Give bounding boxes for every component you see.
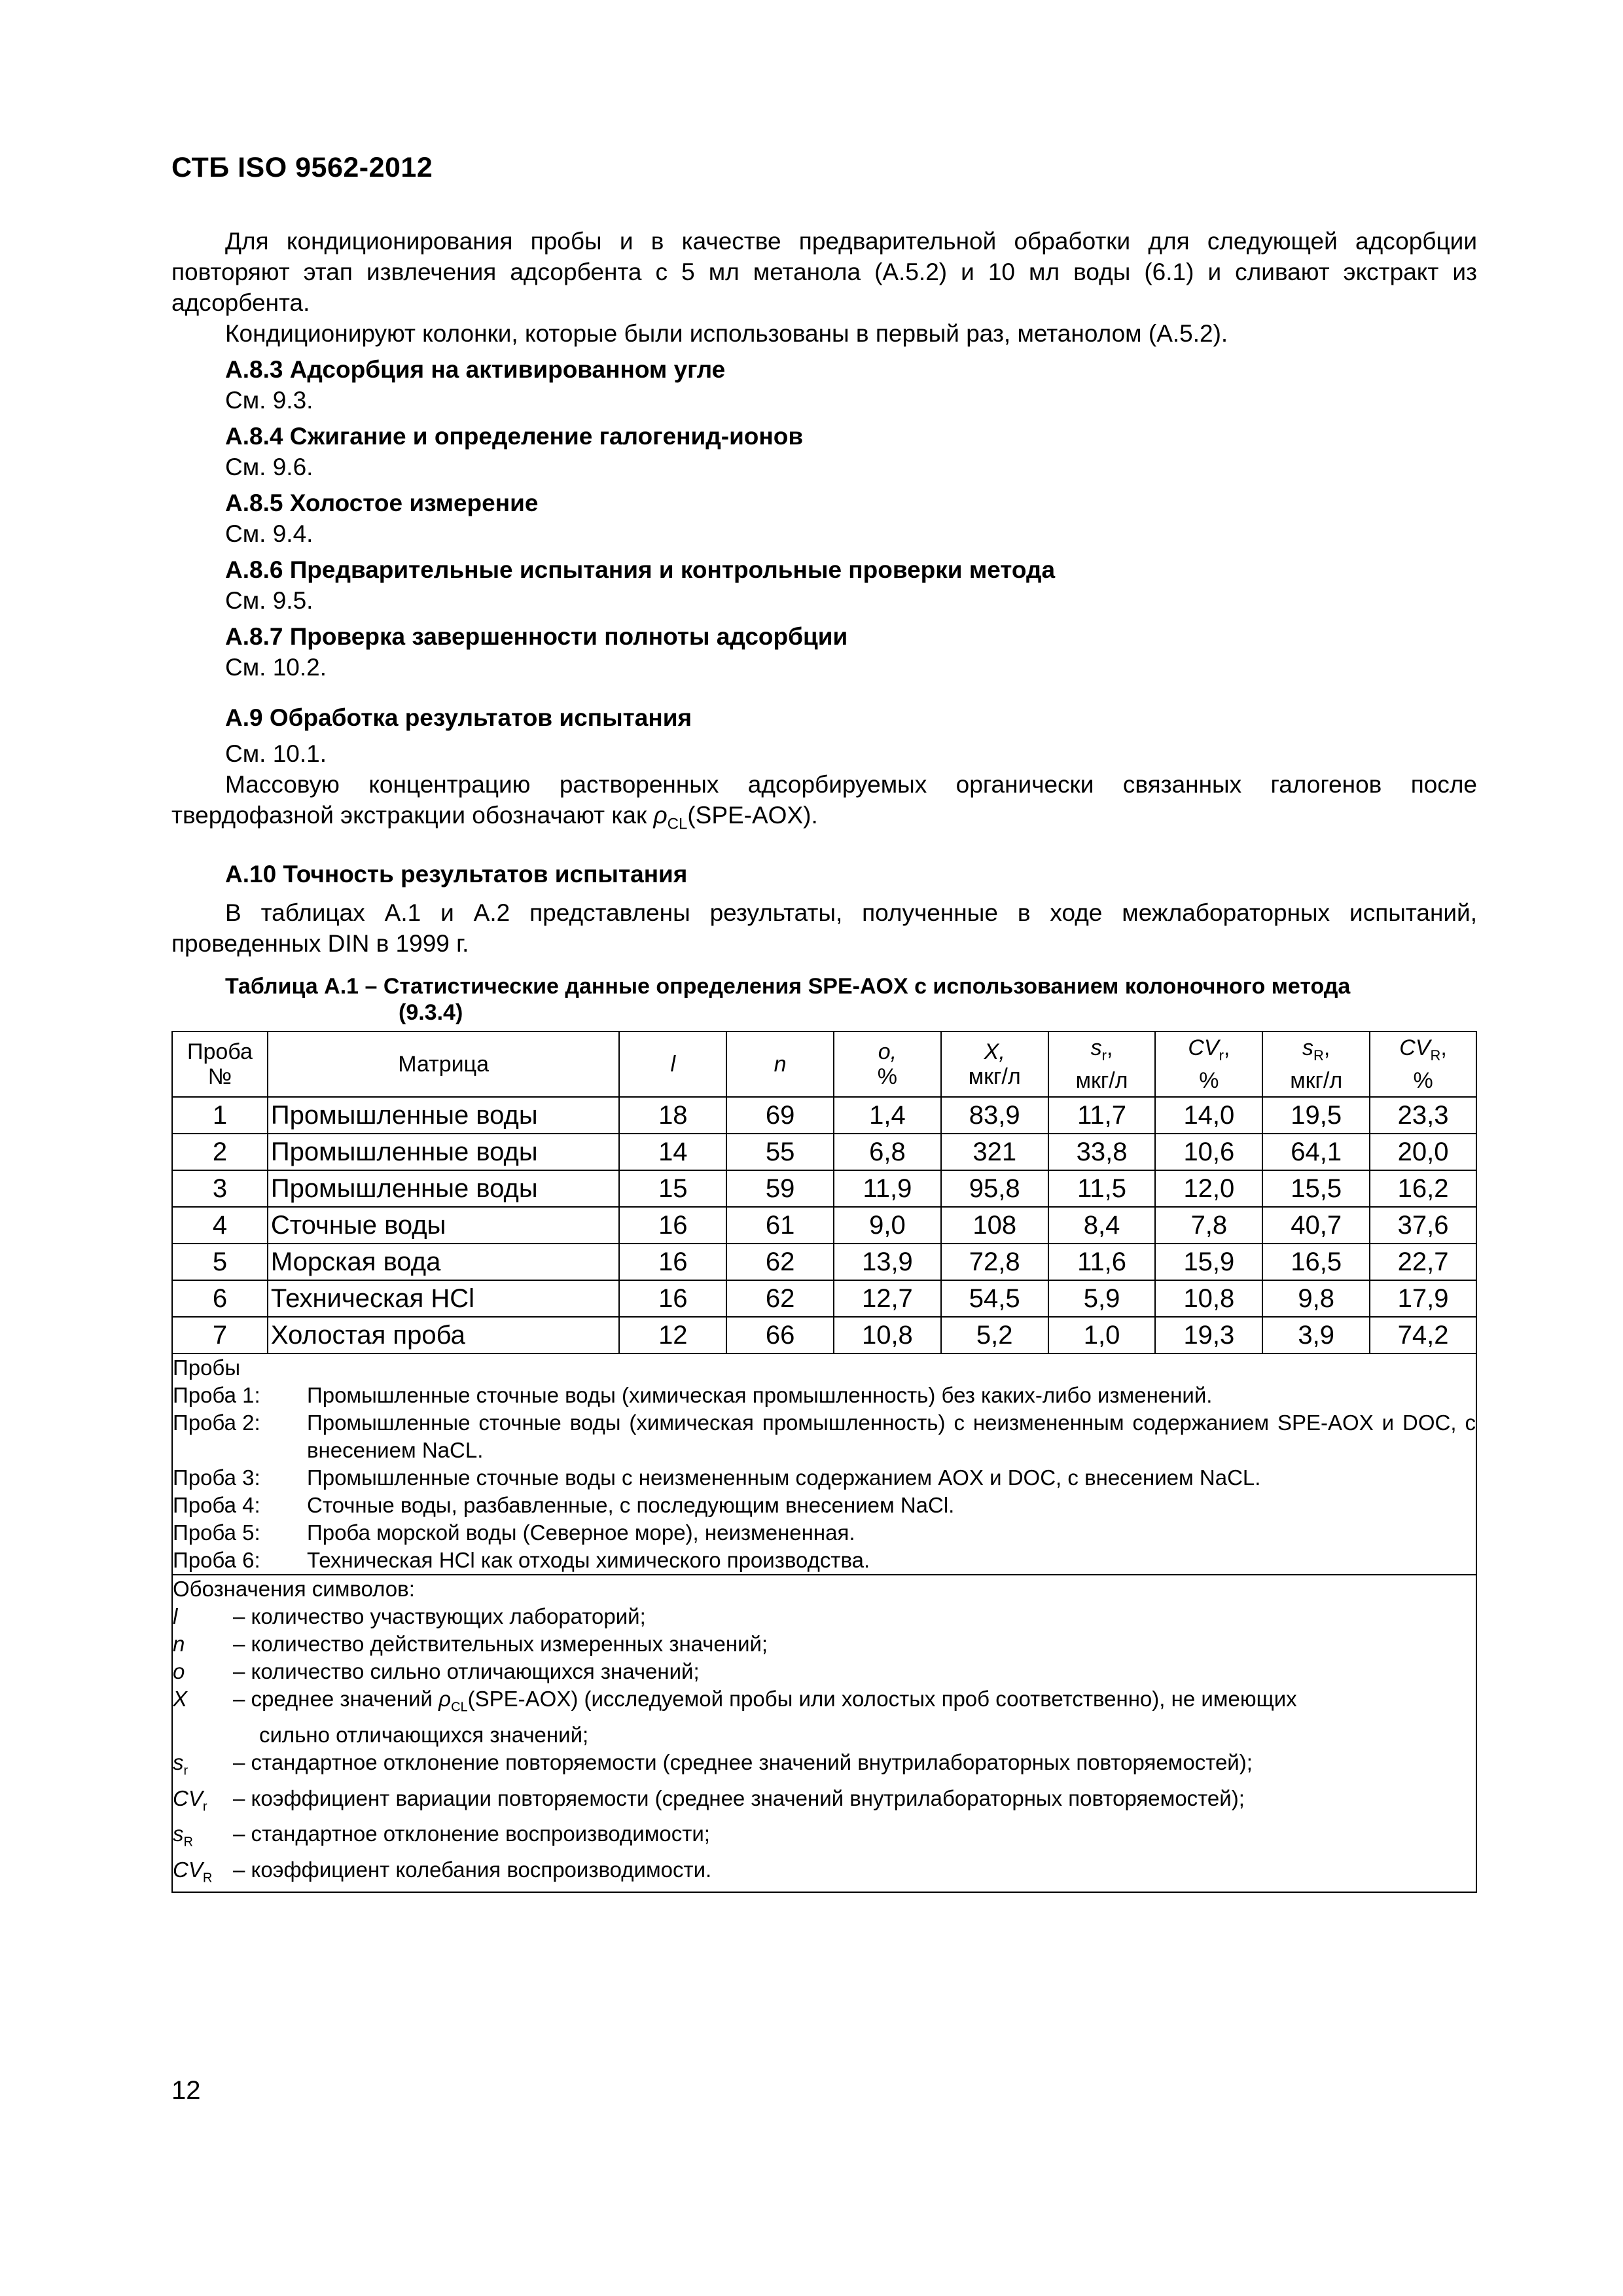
cell-cvR: 23,3 [1370, 1097, 1476, 1134]
cell-sr: 8,4 [1048, 1207, 1156, 1244]
sample-text: Промышленные сточные воды (химическая промышленность) без каких-либо изменений. [307, 1383, 1213, 1408]
document-header: СТБ ISO 9562-2012 [171, 152, 433, 183]
symbol-x-sub: CL [451, 1700, 468, 1715]
ref-a84: См. 9.6. [225, 454, 313, 480]
symbol-cvR-text: – коэффициент колебания воспроизводимости. [233, 1857, 712, 1882]
table-row [172, 1097, 1476, 1134]
heading-a83: А.8.3 Адсорбция на активированном угле [225, 356, 726, 383]
cell-o: 13,9 [834, 1244, 941, 1280]
symbol-cvr [173, 1785, 1476, 1821]
ref-a86: См. 9.5. [225, 587, 313, 614]
cell-sr: 11,7 [1048, 1097, 1156, 1134]
symbol-sR-symcell [173, 1820, 233, 1856]
cell-matrix: Техническая HCl [268, 1280, 620, 1317]
symbol-x-post: (SPE-AOX) (исследуемой пробы или холостых проб соответственно), не имеющих [467, 1687, 1297, 1712]
symbols-title: Обозначения символов: [173, 1577, 415, 1602]
symbol-sR-sym: s [173, 1821, 184, 1846]
header-sr-comma: , [1106, 1035, 1113, 1061]
header-sR-sym: s [1302, 1035, 1314, 1061]
header-x [941, 1031, 1048, 1097]
sample-note [173, 1464, 1476, 1492]
header-o-l1: o, [878, 1039, 897, 1065]
header-sr-sub: r [1101, 1047, 1107, 1064]
cell-o: 9,0 [834, 1207, 941, 1244]
heading-a84: А.8.4 Сжигание и определение галогенид-ионов [225, 423, 804, 450]
header-o-l2: % [877, 1064, 897, 1090]
sample-label: Проба 4: [173, 1493, 260, 1518]
cell-no: 3 [172, 1170, 268, 1207]
symbol-cvr-sub: r [202, 1799, 207, 1814]
cell-no: 6 [172, 1280, 268, 1317]
samples-row [172, 1354, 1476, 1575]
cell-x: 83,9 [941, 1097, 1048, 1134]
cell-cvr: 15,9 [1155, 1244, 1262, 1280]
header-o [834, 1031, 941, 1097]
header-probe-l1: Проба [187, 1039, 253, 1065]
heading-a10: А.10 Точность результатов испытания [225, 861, 688, 888]
cell-cvR: 22,7 [1370, 1244, 1476, 1280]
table-header-row [172, 1031, 1476, 1097]
rho-symbol: ρ [653, 802, 668, 829]
symbol-o-sym: o [173, 1659, 185, 1684]
symbol-l [173, 1603, 1476, 1630]
cell-cvR: 37,6 [1370, 1207, 1476, 1244]
cell-matrix: Морская вода [268, 1244, 620, 1280]
cell-n: 62 [726, 1280, 834, 1317]
header-sR [1262, 1031, 1370, 1097]
cell-x: 95,8 [941, 1170, 1048, 1207]
cell-n: 62 [726, 1244, 834, 1280]
cell-o: 10,8 [834, 1317, 941, 1354]
symbol-x-cont: сильно отличающихся значений; [259, 1722, 589, 1747]
header-sR-sub: R [1313, 1047, 1324, 1064]
header-sr-sym: s [1090, 1035, 1102, 1061]
cell-sR: 15,5 [1262, 1170, 1370, 1207]
sample-text: Промышленные сточные воды с неизмененным содержанием AOX и DOC, с внесением NaCL. [307, 1465, 1261, 1490]
samples-title: Пробы [173, 1355, 241, 1380]
cell-sR: 40,7 [1262, 1207, 1370, 1244]
header-n-sym: n [774, 1052, 787, 1077]
symbol-l-sym: l [173, 1604, 178, 1629]
cell-matrix: Промышленные воды [268, 1134, 620, 1170]
symbol-o [173, 1658, 1476, 1685]
symbol-cvr-symcell [173, 1785, 233, 1821]
header-x-l1: X, [984, 1039, 1005, 1065]
header-cvr-comma: , [1223, 1035, 1230, 1061]
cell-no: 1 [172, 1097, 268, 1134]
mass-text: Массовую концентрацию растворенных адсорбируемых органически связанных галогенов после твердофазной экстракции обозначают как [171, 771, 1477, 829]
ref-a9: См. 10.1. [225, 740, 327, 767]
cell-l: 18 [619, 1097, 726, 1134]
ref-a87: См. 10.2. [225, 654, 327, 681]
cell-sR: 19,5 [1262, 1097, 1370, 1134]
cell-sR: 9,8 [1262, 1280, 1370, 1317]
paragraph-columns: Кондиционируют колонки, которые были использованы в первый раз, метанолом (А.5.2). [225, 320, 1228, 347]
cell-sR: 3,9 [1262, 1317, 1370, 1354]
paragraph-conditioning: Для кондиционирования пробы и в качестве предварительной обработки для следующей адсорбции повторяют этап извлечения адсорбента с 5 мл метанола (А.5.2) и 10 мл воды (6.1) и сливают экстракт из адсорбента. [171, 228, 1477, 316]
table-row [172, 1280, 1476, 1317]
cell-n: 55 [726, 1134, 834, 1170]
sample-label: Проба 3: [173, 1465, 260, 1490]
symbol-cvr-text: – коэффициент вариации повторяемости (среднее значений внутрилабораторных повторяемостей); [233, 1785, 1245, 1810]
heading-a86: А.8.6 Предварительные испытания и контрольные проверки метода [225, 556, 1056, 583]
cell-cvr: 14,0 [1155, 1097, 1262, 1134]
symbol-sr-text: – стандартное отклонение повторяемости (среднее значений внутрилабораторных повторяемостей); [233, 1749, 1253, 1774]
symbol-n [173, 1630, 1476, 1658]
spe-aox-text: (SPE-AOX). [687, 802, 818, 829]
sample-text: Сточные воды, разбавленные, с последующим внесением NaCl. [307, 1493, 955, 1518]
symbol-cvR [173, 1856, 1476, 1892]
heading-a87: А.8.7 Проверка завершенности полноты адсорбции [225, 623, 848, 650]
cell-no: 7 [172, 1317, 268, 1354]
cell-no: 2 [172, 1134, 268, 1170]
ref-a83: См. 9.3. [225, 387, 313, 414]
cell-x: 54,5 [941, 1280, 1048, 1317]
symbol-x-pre: – среднее значений [233, 1687, 439, 1712]
symbols-row [172, 1575, 1476, 1892]
cell-sr: 11,6 [1048, 1244, 1156, 1280]
sample-label: Проба 1: [173, 1383, 260, 1408]
cell-n: 61 [726, 1207, 834, 1244]
header-x-l2: мкг/л [968, 1064, 1021, 1090]
table-row [172, 1317, 1476, 1354]
cell-cvR: 20,0 [1370, 1134, 1476, 1170]
cell-cvR: 74,2 [1370, 1317, 1476, 1354]
samples-list [173, 1382, 1476, 1574]
cell-sr: 33,8 [1048, 1134, 1156, 1170]
sample-label: Проба 6: [173, 1548, 260, 1573]
symbol-sR-sub: R [183, 1835, 193, 1850]
header-probe [172, 1031, 268, 1097]
cell-l: 15 [619, 1170, 726, 1207]
symbol-sR-text: – стандартное отклонение воспроизводимости; [233, 1821, 710, 1846]
cell-l: 16 [619, 1244, 726, 1280]
cell-matrix: Холостая проба [268, 1317, 620, 1354]
sample-label: Проба 5: [173, 1520, 260, 1545]
header-cvR [1370, 1031, 1476, 1097]
cell-x: 108 [941, 1207, 1048, 1244]
cell-l: 14 [619, 1134, 726, 1170]
symbol-x-rho: ρ [438, 1687, 452, 1712]
table-row [172, 1170, 1476, 1207]
cell-matrix: Промышленные воды [268, 1097, 620, 1134]
cell-sR: 16,5 [1262, 1244, 1370, 1280]
table-caption [171, 973, 1477, 1026]
cell-n: 69 [726, 1097, 834, 1134]
header-cvr-sym: CV [1188, 1035, 1219, 1061]
header-cvr [1155, 1031, 1262, 1097]
table-row [172, 1207, 1476, 1244]
sample-note [173, 1492, 1476, 1519]
cell-sR: 64,1 [1262, 1134, 1370, 1170]
symbol-n-sym: n [173, 1632, 185, 1657]
cell-x: 5,2 [941, 1317, 1048, 1354]
sample-note [173, 1547, 1476, 1574]
symbol-x-text [233, 1685, 1476, 1749]
header-n [726, 1031, 834, 1097]
cell-o: 6,8 [834, 1134, 941, 1170]
cell-l: 16 [619, 1207, 726, 1244]
cell-cvr: 7,8 [1155, 1207, 1262, 1244]
heading-a85: А.8.5 Холостое измерение [225, 490, 539, 516]
table-row [172, 1244, 1476, 1280]
header-probe-l2: № [207, 1064, 232, 1090]
symbol-cvR-symcell [173, 1856, 233, 1892]
header-sr-l2: мкг/л [1075, 1068, 1128, 1094]
cell-cvR: 16,2 [1370, 1170, 1476, 1207]
cell-l: 16 [619, 1280, 726, 1317]
cell-sr: 11,5 [1048, 1170, 1156, 1207]
table-caption-line2: (9.3.4) [399, 1000, 463, 1026]
cell-o: 1,4 [834, 1097, 941, 1134]
symbol-sr [173, 1749, 1476, 1785]
sample-text: Промышленные сточные воды (химическая промышленность) с неизмененным содержанием SPE-AOX и DOC, с внесением NaCL. [307, 1410, 1476, 1463]
statistics-table [171, 1031, 1477, 1893]
rho-subscript: CL [667, 815, 688, 833]
page-number: 12 [171, 2076, 201, 2105]
symbol-x-sym: X [173, 1687, 188, 1712]
symbol-cvR-sub: R [202, 1871, 213, 1886]
paragraph-mass-concentration [171, 769, 1477, 839]
cell-cvr: 19,3 [1155, 1317, 1262, 1354]
symbol-sr-sym: s [173, 1749, 184, 1774]
cell-sr: 5,9 [1048, 1280, 1156, 1317]
sample-text: Техническая HCl как отходы химического производства. [307, 1548, 870, 1573]
samples-cell [172, 1354, 1476, 1575]
cell-cvr: 10,8 [1155, 1280, 1262, 1317]
symbol-cvr-sym: CV [173, 1785, 203, 1810]
table-row [172, 1134, 1476, 1170]
sample-note [173, 1382, 1476, 1409]
cell-x: 321 [941, 1134, 1048, 1170]
symbol-sR [173, 1820, 1476, 1856]
cell-o: 12,7 [834, 1280, 941, 1317]
header-cvR-sym: CV [1399, 1035, 1431, 1061]
header-matrix: Матрица [268, 1031, 620, 1097]
ref-a85: См. 9.4. [225, 520, 313, 547]
cell-no: 4 [172, 1207, 268, 1244]
cell-n: 66 [726, 1317, 834, 1354]
header-l [619, 1031, 726, 1097]
symbol-n-text: – количество действительных измеренных значений; [233, 1632, 768, 1657]
sample-label: Проба 2: [173, 1410, 260, 1435]
cell-sr: 1,0 [1048, 1317, 1156, 1354]
cell-matrix: Промышленные воды [268, 1170, 620, 1207]
sample-note [173, 1519, 1476, 1547]
symbol-x [173, 1685, 1476, 1749]
sample-note [173, 1409, 1476, 1464]
symbol-o-text: – количество сильно отличающихся значений; [233, 1659, 700, 1684]
header-cvR-comma: , [1440, 1035, 1447, 1061]
table-caption-line1: Таблица А.1 – Статистические данные определения SPE-AOX с использованием колоночного метода [225, 974, 1351, 999]
cell-cvR: 17,9 [1370, 1280, 1476, 1317]
header-cvR-l2: % [1413, 1068, 1433, 1094]
cell-cvr: 10,6 [1155, 1134, 1262, 1170]
symbol-l-text: – количество участвующих лабораторий; [233, 1604, 646, 1629]
header-cvr-sub: r [1219, 1047, 1224, 1064]
symbols-cell [172, 1575, 1476, 1892]
cell-n: 59 [726, 1170, 834, 1207]
cell-o: 11,9 [834, 1170, 941, 1207]
header-l-sym: l [670, 1052, 676, 1077]
symbol-sr-sub: r [183, 1763, 188, 1778]
cell-no: 5 [172, 1244, 268, 1280]
sample-text: Проба морской воды (Северное море), неизмененная. [307, 1520, 855, 1545]
header-cvr-l2: % [1199, 1068, 1219, 1094]
cell-matrix: Сточные воды [268, 1207, 620, 1244]
document-body [171, 226, 1477, 1893]
header-sR-comma: , [1323, 1035, 1330, 1061]
symbol-cvR-sym: CV [173, 1857, 203, 1882]
cell-cvr: 12,0 [1155, 1170, 1262, 1207]
header-cvR-sub: R [1430, 1047, 1441, 1064]
header-sR-l2: мкг/л [1290, 1068, 1343, 1094]
heading-a9: А.9 Обработка результатов испытания [225, 704, 692, 731]
cell-x: 72,8 [941, 1244, 1048, 1280]
paragraph-tables: В таблицах А.1 и А.2 представлены результаты, полученные в ходе межлабораторных испытаний, проведенных DIN в 1999 г. [171, 899, 1477, 958]
header-sr [1048, 1031, 1156, 1097]
symbol-sr-symcell [173, 1749, 233, 1785]
cell-l: 12 [619, 1317, 726, 1354]
